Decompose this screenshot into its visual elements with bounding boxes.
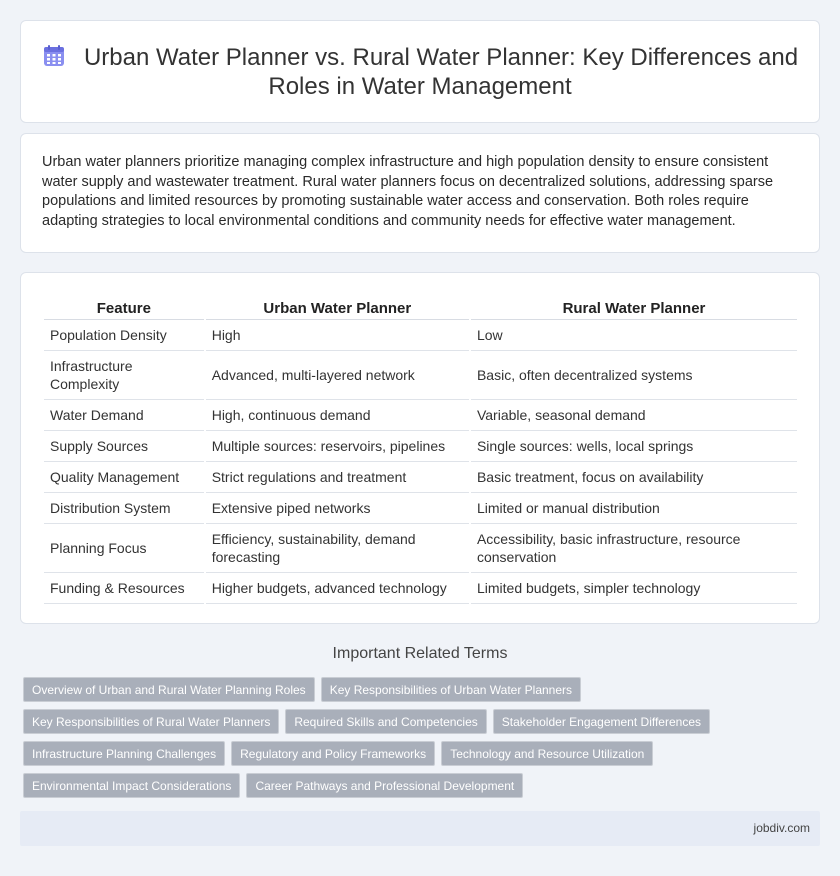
intro-card	[20, 133, 820, 253]
table-header-row	[44, 293, 797, 320]
urban-cell: Multiple sources: reservoirs, pipelines	[206, 431, 469, 462]
intro-paragraph: Urban water planners prioritize managing complex infrastructure and high population density to ensure consistent water supply and wastewater treatment. Rural water planners focus on decentralized solutions, addressing sparse populations and limited resources by promoting sustainable water access and conservation. Both roles require adapting strategies to local environmental conditions and community needs for effective water management.	[42, 154, 774, 229]
table-row	[44, 573, 797, 604]
page-title: Urban Water Planner vs. Rural Water Planner: Key Differences and Roles in Water Management	[83, 44, 799, 100]
feature-cell: Water Demand	[44, 400, 204, 431]
related-term-tag[interactable]: Career Pathways and Professional Development	[246, 773, 523, 798]
related-term-tag[interactable]: Regulatory and Policy Frameworks	[231, 741, 435, 766]
header-urban: Urban Water Planner	[206, 293, 469, 320]
table-row	[44, 524, 797, 573]
page-title-wrap	[21, 43, 819, 101]
related-term-tag[interactable]: Overview of Urban and Rural Water Planning Roles	[23, 677, 315, 702]
feature-cell: Planning Focus	[44, 524, 204, 573]
related-term-tag[interactable]: Infrastructure Planning Challenges	[23, 741, 225, 766]
urban-cell: High	[206, 320, 469, 351]
urban-cell: Efficiency, sustainability, demand forecasting	[206, 524, 469, 573]
rural-cell: Variable, seasonal demand	[471, 400, 797, 431]
rural-cell: Low	[471, 320, 797, 351]
feature-cell: Population Density	[44, 320, 204, 351]
rural-cell: Limited or manual distribution	[471, 493, 797, 524]
rural-cell: Limited budgets, simpler technology	[471, 573, 797, 604]
urban-cell: Strict regulations and treatment	[206, 462, 469, 493]
feature-cell: Quality Management	[44, 462, 204, 493]
feature-cell: Funding & Resources	[44, 573, 204, 604]
related-term-tag[interactable]: Stakeholder Engagement Differences	[493, 709, 710, 734]
header-feature: Feature	[44, 293, 204, 320]
related-terms-list	[23, 677, 813, 805]
rural-cell: Accessibility, basic infrastructure, resource conservation	[471, 524, 797, 573]
comparison-table	[42, 293, 799, 604]
rural-cell: Basic treatment, focus on availability	[471, 462, 797, 493]
feature-cell: Distribution System	[44, 493, 204, 524]
feature-cell: Infrastructure Complexity	[44, 351, 204, 400]
urban-cell: Higher budgets, advanced technology	[206, 573, 469, 604]
rural-cell: Single sources: wells, local springs	[471, 431, 797, 462]
related-term-tag[interactable]: Key Responsibilities of Rural Water Planners	[23, 709, 279, 734]
related-term-tag[interactable]: Environmental Impact Considerations	[23, 773, 240, 798]
feature-cell: Supply Sources	[44, 431, 204, 462]
related-terms-heading: Important Related Terms	[332, 645, 508, 662]
urban-cell: High, continuous demand	[206, 400, 469, 431]
related-term-tag[interactable]: Technology and Resource Utilization	[441, 741, 653, 766]
header-rural: Rural Water Planner	[471, 293, 797, 320]
related-term-tag[interactable]: Key Responsibilities of Urban Water Planners	[321, 677, 581, 702]
calendar-icon	[42, 44, 66, 68]
table-row	[44, 462, 797, 493]
table-row	[44, 320, 797, 351]
table-row	[44, 431, 797, 462]
header-card	[20, 20, 820, 123]
table-row	[44, 351, 797, 400]
urban-cell: Extensive piped networks	[206, 493, 469, 524]
urban-cell: Advanced, multi-layered network	[206, 351, 469, 400]
comparison-card	[20, 272, 820, 624]
related-term-tag[interactable]: Required Skills and Competencies	[285, 709, 486, 734]
footer-site-link[interactable]: jobdiv.com	[753, 821, 810, 835]
footer	[20, 811, 820, 846]
rural-cell: Basic, often decentralized systems	[471, 351, 797, 400]
table-row	[44, 493, 797, 524]
table-row	[44, 400, 797, 431]
